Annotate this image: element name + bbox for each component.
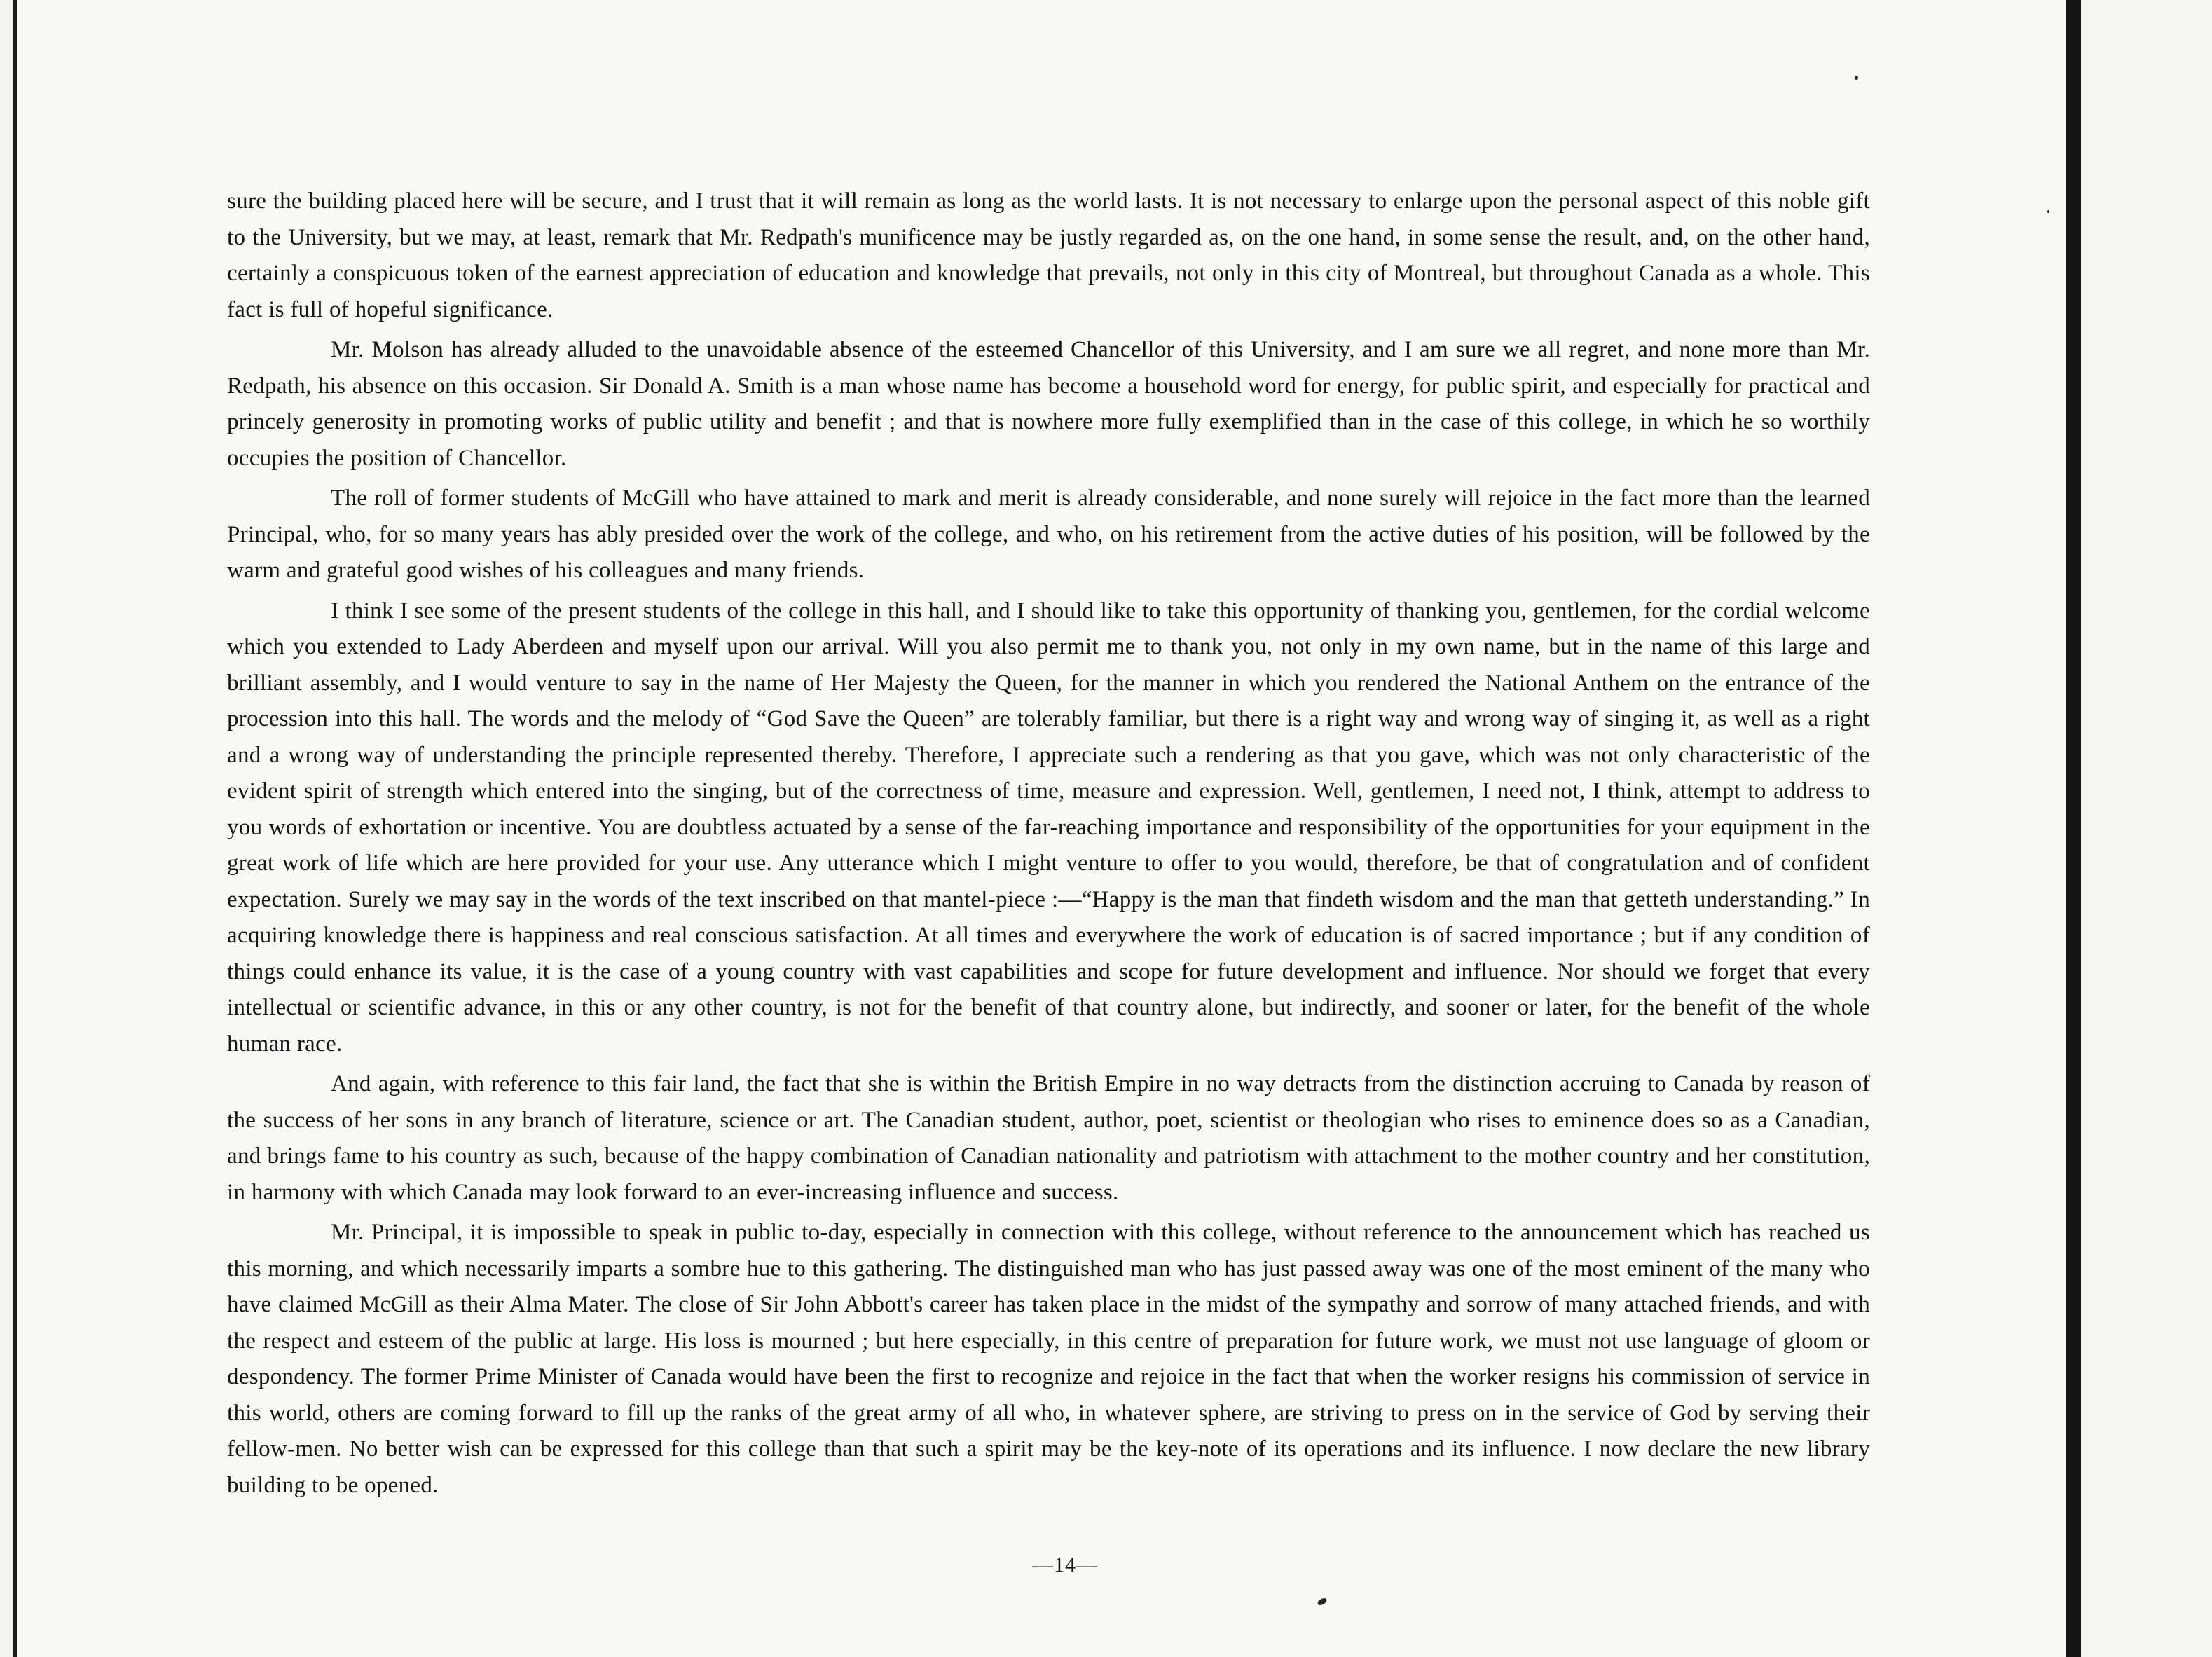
paragraph-6: Mr. Principal, it is impossible to speak in public to-day, especially in connection with this college, without reference to the announcement which has reached us this morning, and which necessarily imparts a sombre hue to this gathering. The distinguished man who has just passed away was one of the most eminent of the many who have claimed McGill as their Alma Mater. The close of Sir John Abbott's career has taken place in the midst of the sympathy and sorrow of many attached friends, and with the respect and esteem of the public at large. His loss is mourned ; but here especially, in this centre of preparation for future work, we must not use language of gloom or despondency. The former Prime Minister of Canada would have been the first to recognize and rejoice in the fact that when the worker resigns his commission of service in this world, others are coming forward to fill up the ranks of the great army of all who, in whatever sphere, are striving to press on in the service of God by serving their fellow-men. No better wish can be expressed for this college than that such a spirit may be the key-note of its operations and its influence. I now declare the new library building to be opened. [227, 1220, 1870, 1498]
paragraph-3: The roll of former students of McGill who have attained to mark and merit is already considerable, and none surely will rejoice in the fact more than the learned Principal, who, for so many years has ably presided over the work of the college, and who, on his retirement from the active duties of his position, will be followed by the warm and grateful good wishes of his colleagues and many friends. [227, 486, 1870, 583]
paragraph-4: I think I see some of the present students of the college in this hall, and I should like to take this opportunity of thanking you, gentlemen, for the cordial welcome which you extended to Lady Aberdeen and myself upon our arrival. Will you also permit me to thank you, not only in my own name, but in the name of this large and brilliant assembly, and I would venture to say in the name of Her Majesty the Queen, for the manner in which you rendered the National Anthem on the entrance of the procession into this hall. The words and the melody of “God Save the Queen” are tolerably familiar, but there is a right way and wrong way of singing it, as well as a right and a wrong way of understanding the principle represented thereby. Therefore, I appreciate such a rendering as that you gave, which was not only characteristic of the evident spirit of strength which entered into the singing, but of the correctness of time, measure and expression. Well, gentlemen, I need not, I think, attempt to address to you words of exhortation or incentive. You are doubtless actuated by a sense of the far-reaching importance and responsibility of the opportunities for your equipment in the great work of life which are here provided for your use. Any utterance which I might venture to offer to you would, therefore, be that of congratulation and of confident expectation. Surely we may say in the words of the text inscribed on that mantel-piece :—“Happy is the man that findeth wisdom and the man that getteth understanding.” In acquiring knowledge there is happiness and real conscious satisfaction. At all times and everywhere the work of education is of sacred importance ; but if any condition of things could enhance its value, it is the case of a young country with vast capabilities and scope for future development and influence. Nor should we forget that every intellectual or scientific advance, in this or any other country, is not for the benefit of that country alone, but indirectly, and sooner or later, for the benefit of the whole human race. [227, 598, 1870, 1057]
right-margin [2081, 0, 2212, 1657]
body-text [227, 184, 1870, 1508]
paragraph-2: Mr. Molson has already alluded to the unavoidable absence of the esteemed Chancellor of this University, and I am sure we all regret, and none more than Mr. Redpath, his absence on this occasion. Sir Donald A. Smith is a man whose name has become a household word for energy, for public spirit, and especially for practical and princely generosity in promoting works of public utility and benefit ; and that is nowhere more fully exemplified than in the case of this college, in which he so worthily occupies the position of Chancellor. [227, 337, 1870, 471]
page-number: —14— [1032, 1553, 1098, 1576]
page-binding-edge [2066, 0, 2081, 1657]
paragraph-5: And again, with reference to this fair land, the fact that she is within the British Empire in no way detracts from the distinction accruing to Canada by reason of the success of her sons in any branch of literature, science or art. The Canadian student, author, poet, scientist or theologian who rises to eminence does so as a Canadian, and brings fame to his country as such, because of the happy combination of Canadian nationality and patriotism with attachment to the mother country and her constitution, in harmony with which Canada may look forward to an ever-increasing influence and success. [227, 1071, 1870, 1205]
scan-speck [1855, 76, 1858, 80]
scan-speck [2047, 210, 2049, 213]
paragraph-1: sure the building placed here will be secure, and I trust that it will remain as long as the world lasts. It is not necessary to enlarge upon the personal aspect of this noble gift to the University, but we may, at least, remark that Mr. Redpath's munificence may be justly regarded as, on the one hand, in some sense the result, and, on the other hand, certainly a conspicuous token of the earnest appreciation of education and knowledge that prevails, not only in this city of Montreal, but throughout Canada as a whole. This fact is full of hopeful significance. [227, 188, 1870, 322]
